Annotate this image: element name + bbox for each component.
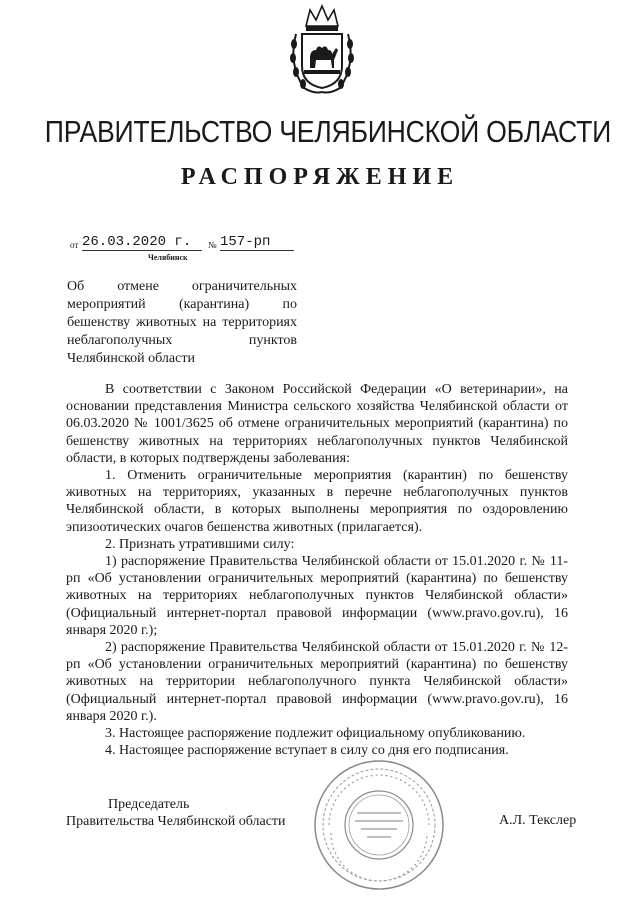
document-body (66, 381, 568, 759)
document-type-title: РАСПОРЯЖЕНИЕ (180, 164, 460, 190)
signatory-title (66, 796, 316, 830)
body-paragraph-preamble: В соответствии с Законом Российской Федерации «О ветеринарии», на основании представления Министра сельского хозяйства Челябинской области от 06.03.2020 № 1001/3625 об отмене ограничительных мероприятий (карантина) по бешенству животных на территориях неблагополучных пунктов Челябинской области, в которых подтверждены заболевания: (66, 382, 568, 466)
signatory-title-line2: Правительства Челябинской области (66, 814, 286, 829)
body-paragraph-item-2: 2. Признать утратившими силу: (105, 536, 295, 552)
body-paragraph-item-2-1: 1) распоряжение Правительства Челябинской области от 15.01.2020 г. № 11-рп «Об установлении ограничительных мероприятий (карантина) по бешенству животных на территориях неблагополучных пунктов Челябинской области» (Официальный интернет-портал правовой информации (www.pravo.gov.ru), 16 января 2020 г.); (66, 554, 568, 638)
date-prefix: от (70, 240, 79, 250)
signatory-title-line1: Председатель (108, 797, 190, 812)
document-number: 157-рп (220, 234, 294, 251)
number-prefix: № (208, 240, 217, 250)
signatory-name: А.Л. Текслер (499, 813, 577, 828)
document-subject: Об отмене ограничительных мероприятий (карантина) по бешенству животных на территориях неблагополучных пунктов Челябинской области (67, 279, 297, 366)
body-paragraph-item-4: 4. Настоящее распоряжение вступает в силу со дня его подписания. (105, 743, 509, 759)
government-title: ПРАВИТЕЛЬСТВО ЧЕЛЯБИНСКОЙ ОБЛАСТИ (44, 114, 612, 149)
document-date: 26.03.2020 г. (82, 234, 202, 251)
date-number-line (70, 236, 310, 254)
official-stamp-seal (311, 757, 447, 893)
body-paragraph-item-2-2: 2) распоряжение Правительства Челябинской области от 15.01.2020 г. № 12-рп «Об установлении ограничительных мероприятий (карантина) по бешенству животных на территории неблагополучного пункта Челябинской области» (Официальный интернет-портал правовой информации (www.pravo.gov.ru), 16 января 2020 г.). (66, 640, 568, 724)
body-paragraph-item-3: 3. Настоящее распоряжение подлежит официальному опубликованию. (105, 726, 526, 742)
city-label: Челябинск (148, 253, 188, 262)
coat-of-arms-emblem (286, 4, 358, 96)
body-paragraph-item-1: 1. Отменить ограничительные мероприятия (карантин) по бешенству животных на территориях, указанных в перечне неблагополучных пунктов Челябинской области, в которых выполнены мероприятия по оздоровлению эпизоотических очагов бешенства животных (прилагается). (66, 468, 568, 535)
